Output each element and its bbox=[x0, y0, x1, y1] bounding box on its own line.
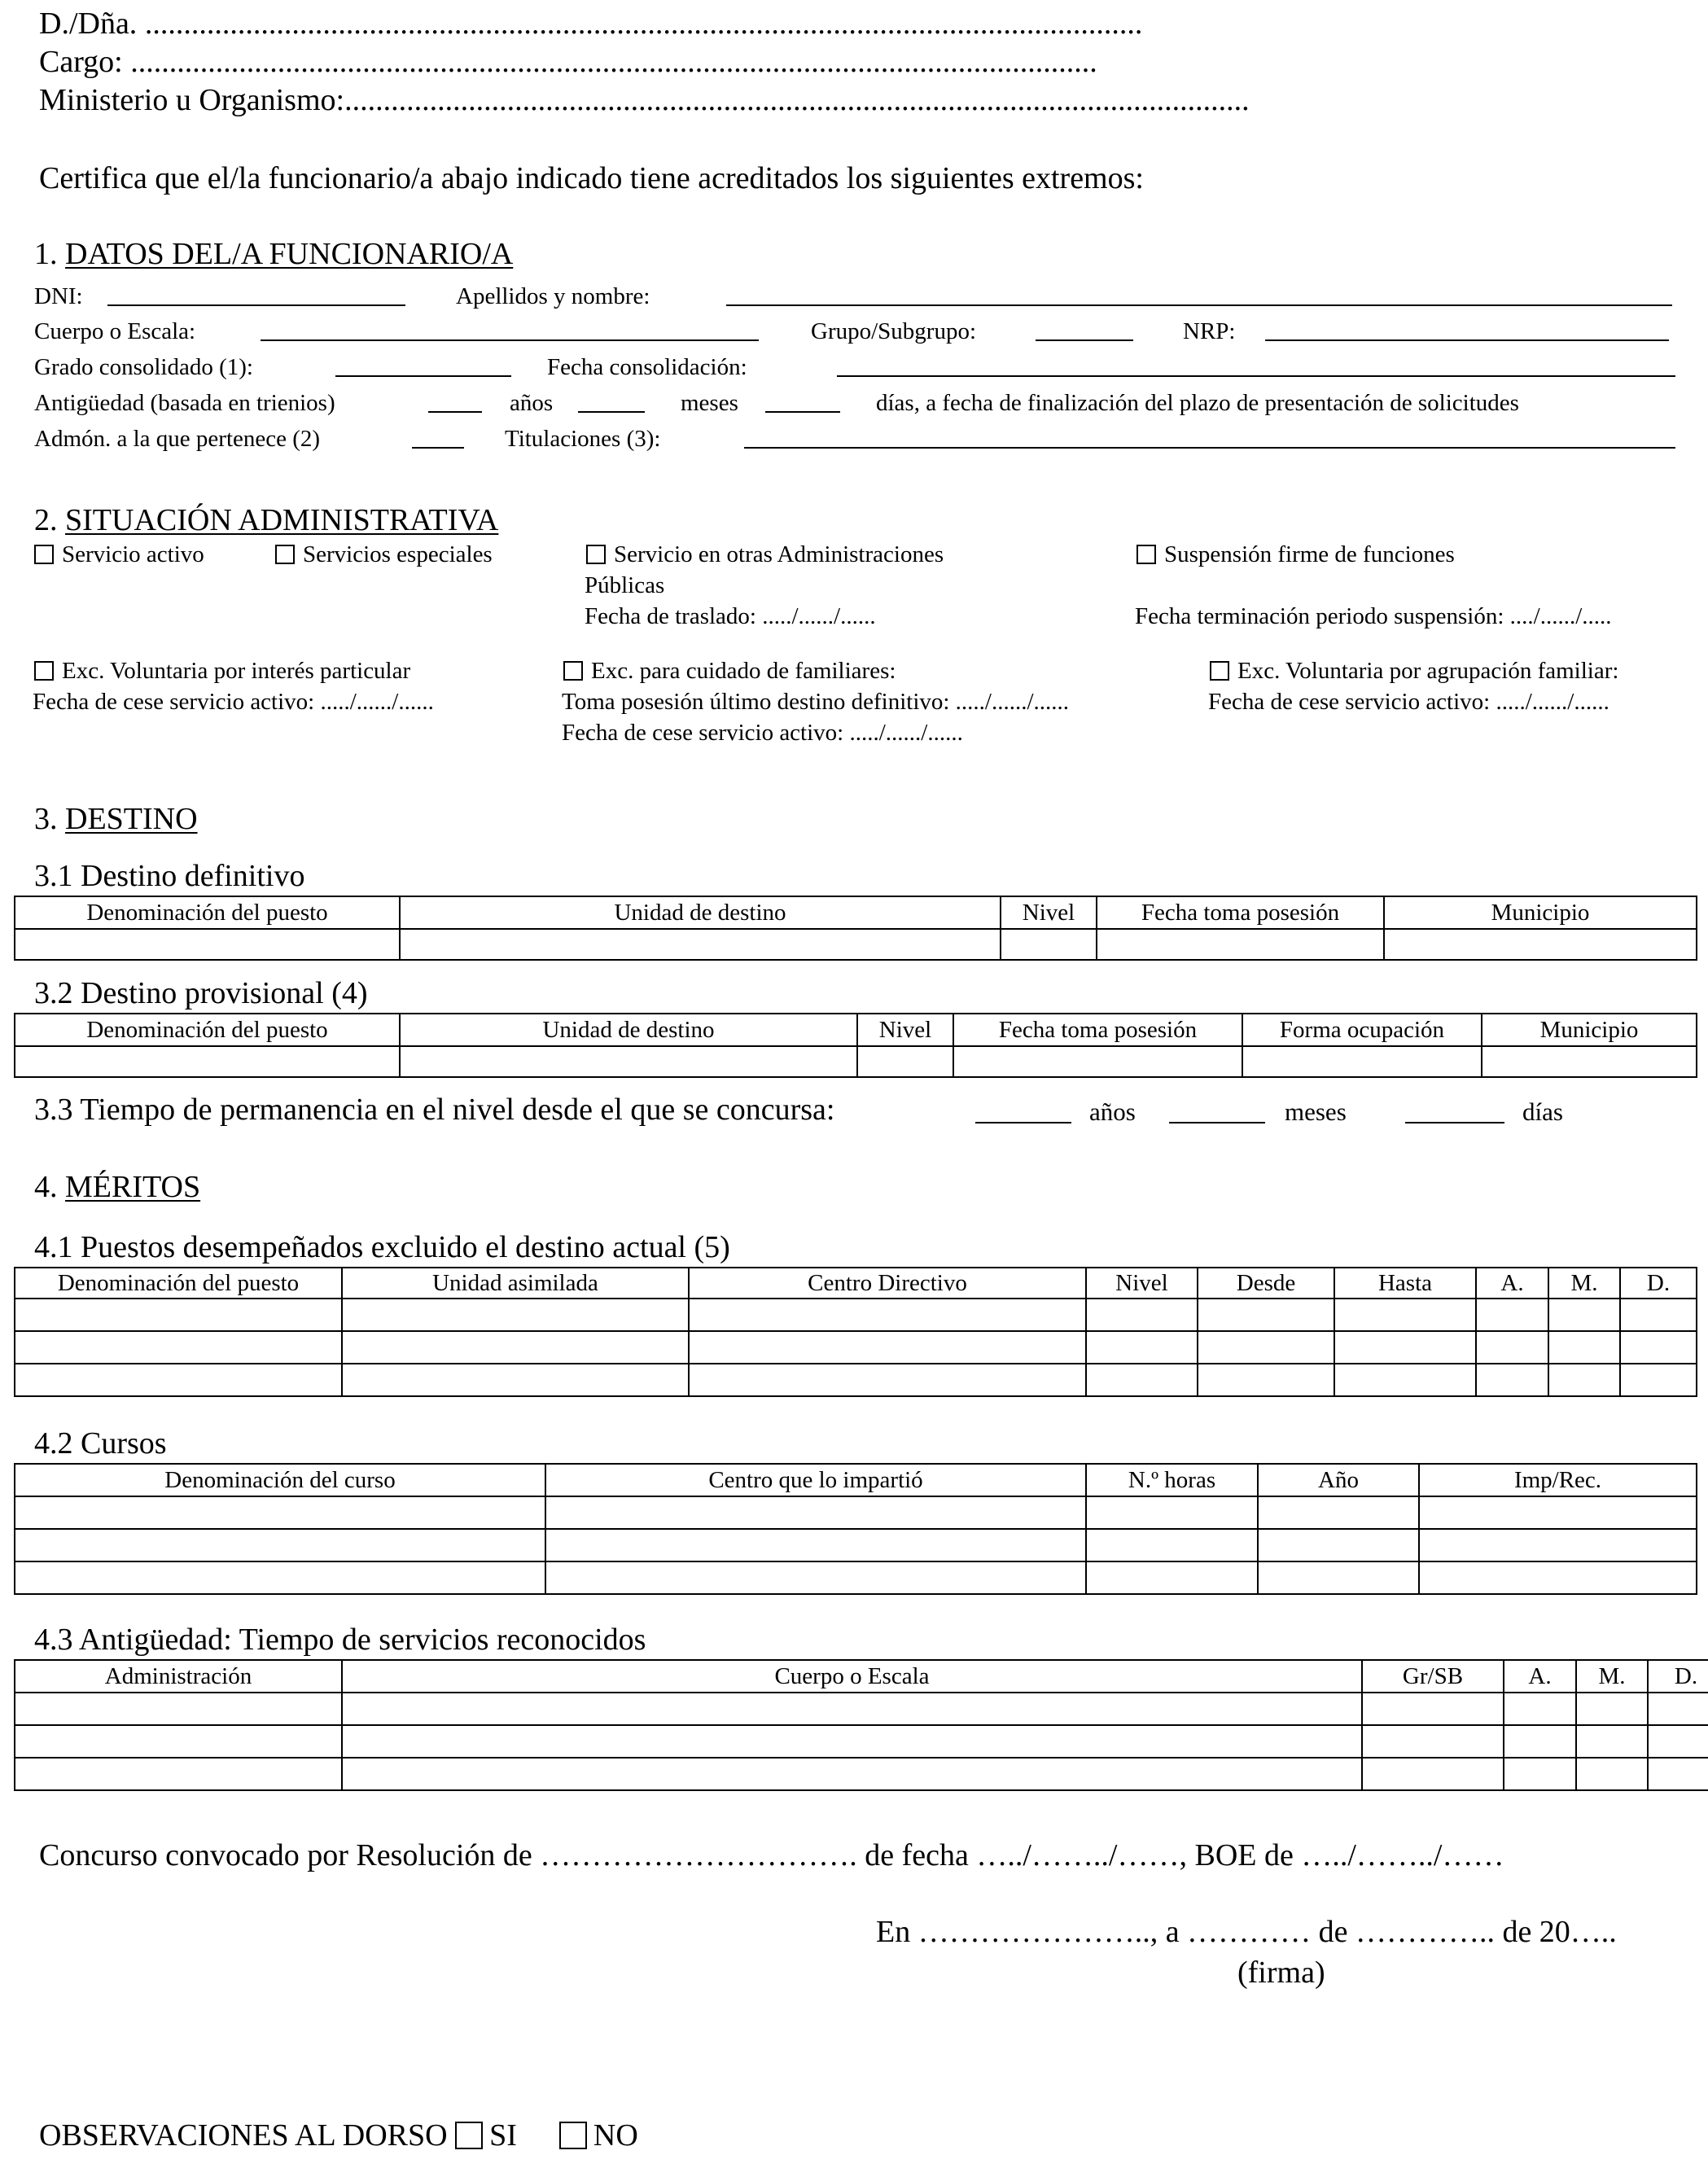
table-cell[interactable] bbox=[1548, 1364, 1620, 1396]
grupo-field[interactable] bbox=[1036, 339, 1133, 341]
toma-posesion[interactable]: Toma posesión último destino definitivo: ...../....../...... bbox=[562, 689, 1070, 715]
column-header: Nivel bbox=[857, 1014, 953, 1046]
column-header: N.º horas bbox=[1086, 1464, 1258, 1496]
table-cell[interactable] bbox=[15, 1299, 342, 1331]
table-cell[interactable] bbox=[1548, 1299, 1620, 1331]
observaciones-si-label: SI bbox=[489, 2118, 517, 2153]
permanencia-dias-label: días bbox=[1522, 1097, 1563, 1126]
servicio-otras-checkbox[interactable] bbox=[586, 545, 606, 564]
permanencia-meses-field[interactable] bbox=[1169, 1122, 1265, 1123]
fecha-terminacion[interactable]: Fecha terminación periodo suspensión: ..../....../..... bbox=[1135, 603, 1612, 629]
table-cell[interactable] bbox=[1620, 1331, 1697, 1364]
ministerio-row[interactable] bbox=[39, 85, 1250, 116]
fecha-traslado[interactable]: Fecha de traslado: ...../....../...... bbox=[585, 603, 876, 629]
column-header: A. bbox=[1504, 1660, 1576, 1693]
column-header: Denominación del puesto bbox=[15, 1268, 342, 1299]
table-cell[interactable] bbox=[1086, 1529, 1258, 1561]
servicio-otras-label-2: Públicas bbox=[585, 572, 665, 598]
suspension-label: Suspensión firme de funciones bbox=[1164, 541, 1455, 567]
table-header-row bbox=[15, 1660, 1708, 1693]
column-header: Unidad de destino bbox=[400, 1014, 857, 1046]
dona-dots[interactable]: ................................................................................................................................. bbox=[137, 7, 1143, 41]
cargo-row[interactable] bbox=[39, 46, 1097, 77]
table-cell[interactable] bbox=[1242, 1046, 1482, 1077]
table-cell[interactable] bbox=[545, 1496, 1086, 1529]
fecha-cese-2[interactable]: Fecha de cese servicio activo: ...../....../...... bbox=[562, 720, 963, 746]
destino-provisional-table bbox=[14, 1013, 1697, 1078]
cuerpo-field[interactable] bbox=[261, 339, 759, 341]
table-cell[interactable] bbox=[1097, 929, 1384, 960]
column-header: Nivel bbox=[1001, 896, 1097, 929]
destino-definitivo-table bbox=[14, 896, 1697, 961]
column-header: Año bbox=[1258, 1464, 1419, 1496]
certifica-text: Certifica que el/la funcionario/a abajo indicado tiene acreditados los siguientes extremos: bbox=[39, 161, 1144, 195]
servicios-especiales-option[interactable] bbox=[275, 543, 493, 567]
table-cell[interactable] bbox=[1504, 1758, 1576, 1790]
table-row bbox=[15, 1693, 1708, 1725]
table-cell[interactable] bbox=[1086, 1331, 1198, 1364]
fecha-cese-1[interactable]: Fecha de cese servicio activo: ...../....../...... bbox=[33, 689, 434, 715]
destino-provisional-heading: 3.2 Destino provisional (4) bbox=[34, 976, 368, 1010]
antiguedad-anos-field[interactable] bbox=[428, 411, 482, 413]
table-cell[interactable] bbox=[15, 1725, 342, 1758]
nrp-label: NRP: bbox=[1183, 318, 1236, 344]
table-cell[interactable] bbox=[15, 1364, 342, 1396]
grupo-label: Grupo/Subgrupo: bbox=[811, 318, 976, 344]
suspension-option[interactable] bbox=[1136, 543, 1455, 567]
column-header: M. bbox=[1548, 1268, 1620, 1299]
section-4-heading bbox=[34, 1172, 200, 1202]
table-cell[interactable] bbox=[342, 1299, 689, 1331]
cursos-heading: 4.2 Cursos bbox=[34, 1426, 167, 1461]
table-cell[interactable] bbox=[1476, 1331, 1548, 1364]
table-cell[interactable] bbox=[689, 1331, 1086, 1364]
permanencia-dias-field[interactable] bbox=[1405, 1122, 1504, 1123]
observaciones-no-label: NO bbox=[593, 2118, 638, 2153]
table-row bbox=[15, 929, 1697, 960]
table-cell[interactable] bbox=[689, 1364, 1086, 1396]
table-row bbox=[15, 1364, 1697, 1396]
table-cell[interactable] bbox=[15, 1496, 545, 1529]
table-cell[interactable] bbox=[1258, 1496, 1419, 1529]
exc-cuidado-option[interactable] bbox=[563, 659, 896, 683]
permanencia-anos-field[interactable] bbox=[975, 1122, 1071, 1123]
suspension-checkbox[interactable] bbox=[1136, 545, 1156, 564]
table-cell[interactable] bbox=[1258, 1529, 1419, 1561]
observaciones-no-checkbox[interactable] bbox=[559, 2122, 587, 2149]
table-cell[interactable] bbox=[1334, 1331, 1476, 1364]
table-cell[interactable] bbox=[545, 1529, 1086, 1561]
section-4-number: 4. bbox=[34, 1170, 58, 1204]
table-cell[interactable] bbox=[1476, 1299, 1548, 1331]
section-1-heading bbox=[34, 239, 513, 269]
table-row bbox=[15, 1496, 1697, 1529]
table-row bbox=[15, 1046, 1697, 1077]
table-cell[interactable] bbox=[1334, 1364, 1476, 1396]
observaciones-label: OBSERVACIONES AL DORSO bbox=[39, 2118, 448, 2153]
ministerio-dots[interactable]: ..................................................................................................................... bbox=[344, 83, 1250, 117]
table-cell[interactable] bbox=[1198, 1364, 1334, 1396]
table-cell[interactable] bbox=[400, 1046, 857, 1077]
antiguedad-table bbox=[14, 1659, 1708, 1791]
grado-label: Grado consolidado (1): bbox=[34, 354, 253, 380]
column-header: Gr/SB bbox=[1362, 1660, 1504, 1693]
antiguedad-dias-field[interactable] bbox=[765, 411, 840, 413]
table-cell[interactable] bbox=[953, 1046, 1242, 1077]
column-header: Hasta bbox=[1334, 1268, 1476, 1299]
cargo-label: Cargo: bbox=[39, 45, 123, 79]
column-header: Fecha toma posesión bbox=[1097, 896, 1384, 929]
column-header: Fecha toma posesión bbox=[953, 1014, 1242, 1046]
table-cell[interactable] bbox=[342, 1331, 689, 1364]
table-row bbox=[15, 1758, 1708, 1790]
column-header: Denominación del puesto bbox=[15, 896, 400, 929]
exc-voluntaria-option[interactable] bbox=[34, 659, 410, 683]
column-header: Denominación del puesto bbox=[15, 1014, 400, 1046]
table-cell[interactable] bbox=[15, 1046, 400, 1077]
servicios-especiales-checkbox[interactable] bbox=[275, 545, 295, 564]
table-cell[interactable] bbox=[1482, 1046, 1697, 1077]
column-header: A. bbox=[1476, 1268, 1548, 1299]
table-cell[interactable] bbox=[1086, 1364, 1198, 1396]
servicio-otras-label: Servicio en otras Administraciones bbox=[614, 541, 944, 567]
table-cell[interactable] bbox=[1419, 1496, 1697, 1529]
table-cell[interactable] bbox=[1419, 1561, 1697, 1594]
column-header: Unidad asimilada bbox=[342, 1268, 689, 1299]
table-cell[interactable] bbox=[400, 929, 1001, 960]
grado-field[interactable] bbox=[335, 375, 511, 377]
table-cell[interactable] bbox=[1001, 929, 1097, 960]
table-header-row bbox=[15, 1464, 1697, 1496]
dni-field[interactable] bbox=[107, 304, 405, 306]
dona-label: D./Dña. bbox=[39, 7, 138, 41]
permanencia-meses-label: meses bbox=[1285, 1097, 1347, 1126]
observaciones-row bbox=[39, 2120, 638, 2151]
section-2-number: 2. bbox=[34, 503, 58, 537]
section-3-heading bbox=[34, 804, 198, 834]
lugar-fecha-line[interactable]: En ………………….., a ………… de ………….. de 20….. bbox=[876, 1915, 1617, 1949]
exc-cuidado-checkbox[interactable] bbox=[563, 661, 583, 681]
exc-agrupacion-label: Exc. Voluntaria por agrupación familiar: bbox=[1237, 658, 1619, 684]
fecha-consolidacion-label: Fecha consolidación: bbox=[547, 354, 747, 380]
table-cell[interactable] bbox=[1476, 1364, 1548, 1396]
firma-label: (firma) bbox=[1237, 1956, 1325, 1990]
table-cell[interactable] bbox=[1419, 1529, 1697, 1561]
column-header: Centro que lo impartió bbox=[545, 1464, 1086, 1496]
permanencia-anos-label: años bbox=[1089, 1097, 1136, 1126]
table-cell[interactable] bbox=[1504, 1725, 1576, 1758]
nrp-field[interactable] bbox=[1265, 339, 1669, 341]
concurso-line[interactable]: Concurso convocado por Resolución de …………………………. de fecha …../……../……, BOE de …../……../…… bbox=[39, 1838, 1504, 1872]
table-cell[interactable] bbox=[1548, 1331, 1620, 1364]
column-header: Forma ocupación bbox=[1242, 1014, 1482, 1046]
table-cell[interactable] bbox=[1086, 1299, 1198, 1331]
table-row bbox=[15, 1299, 1697, 1331]
titulaciones-label: Titulaciones (3): bbox=[505, 426, 661, 452]
table-cell[interactable] bbox=[1198, 1331, 1334, 1364]
antiguedad-meses-label: meses bbox=[681, 390, 738, 416]
table-cell[interactable] bbox=[1198, 1299, 1334, 1331]
puestos-heading: 4.1 Puestos desempeñados excluido el destino actual (5) bbox=[34, 1230, 730, 1264]
table-cell[interactable] bbox=[342, 1758, 1362, 1790]
servicio-activo-label: Servicio activo bbox=[62, 541, 204, 567]
dni-label: DNI: bbox=[34, 283, 83, 309]
column-header: Municipio bbox=[1482, 1014, 1697, 1046]
column-header: D. bbox=[1648, 1660, 1708, 1693]
admon-field[interactable] bbox=[412, 447, 464, 449]
table-row bbox=[15, 1529, 1697, 1561]
section-2-heading bbox=[34, 505, 498, 536]
apellidos-label: Apellidos y nombre: bbox=[456, 283, 650, 309]
section-1-title: DATOS DEL/A FUNCIONARIO/A bbox=[65, 237, 514, 271]
section-1-number: 1. bbox=[34, 237, 58, 271]
table-cell[interactable] bbox=[1648, 1725, 1708, 1758]
table-row bbox=[15, 1561, 1697, 1594]
table-cell[interactable] bbox=[1620, 1299, 1697, 1331]
table-cell[interactable] bbox=[15, 929, 400, 960]
servicio-activo-option[interactable] bbox=[34, 543, 204, 567]
table-cell[interactable] bbox=[1086, 1496, 1258, 1529]
table-cell[interactable] bbox=[689, 1299, 1086, 1331]
antiguedad-meses-field[interactable] bbox=[578, 411, 645, 413]
table-cell[interactable] bbox=[1362, 1693, 1504, 1725]
table-cell[interactable] bbox=[857, 1046, 953, 1077]
antiguedad-anos-label: años bbox=[510, 390, 554, 416]
column-header: Cuerpo o Escala bbox=[342, 1660, 1362, 1693]
section-2-title: SITUACIÓN ADMINISTRATIVA bbox=[65, 503, 499, 537]
table-cell[interactable] bbox=[1576, 1725, 1648, 1758]
antiguedad-label: Antigüedad (basada en trienios) bbox=[34, 390, 335, 416]
fecha-cese-3[interactable]: Fecha de cese servicio activo: ...../....../...... bbox=[1208, 689, 1609, 715]
table-cell[interactable] bbox=[1504, 1693, 1576, 1725]
column-header: Unidad de destino bbox=[400, 896, 1001, 929]
column-header: Nivel bbox=[1086, 1268, 1198, 1299]
section-4-title: MÉRITOS bbox=[65, 1170, 201, 1204]
table-cell[interactable] bbox=[1620, 1364, 1697, 1396]
column-header: Centro Directivo bbox=[689, 1268, 1086, 1299]
table-cell[interactable] bbox=[15, 1331, 342, 1364]
observaciones-si-checkbox[interactable] bbox=[455, 2122, 483, 2149]
admon-label: Admón. a la que pertenece (2) bbox=[34, 426, 321, 452]
column-header: M. bbox=[1576, 1660, 1648, 1693]
exc-agrupacion-option[interactable] bbox=[1210, 659, 1618, 683]
table-cell[interactable] bbox=[342, 1725, 1362, 1758]
column-header: Municipio bbox=[1384, 896, 1697, 929]
antiguedad-servicios-heading: 4.3 Antigüedad: Tiempo de servicios reconocidos bbox=[34, 1623, 646, 1657]
table-header-row bbox=[15, 1268, 1697, 1299]
exc-voluntaria-label: Exc. Voluntaria por interés particular bbox=[62, 658, 411, 684]
ministerio-label: Ministerio u Organismo: bbox=[39, 83, 345, 117]
table-cell[interactable] bbox=[1258, 1561, 1419, 1594]
table-cell[interactable] bbox=[15, 1758, 342, 1790]
table-cell[interactable] bbox=[1362, 1725, 1504, 1758]
table-cell[interactable] bbox=[545, 1561, 1086, 1594]
table-row bbox=[15, 1331, 1697, 1364]
column-header: Denominación del curso bbox=[15, 1464, 545, 1496]
column-header: D. bbox=[1620, 1268, 1697, 1299]
table-cell[interactable] bbox=[1086, 1561, 1258, 1594]
servicio-activo-checkbox[interactable] bbox=[34, 545, 54, 564]
fecha-consolidacion-field[interactable] bbox=[837, 375, 1675, 377]
table-cell[interactable] bbox=[1576, 1693, 1648, 1725]
column-header: Desde bbox=[1198, 1268, 1334, 1299]
table-cell[interactable] bbox=[342, 1693, 1362, 1725]
table-row bbox=[15, 1725, 1708, 1758]
section-3-title: DESTINO bbox=[65, 802, 198, 836]
antiguedad-dias-text: días, a fecha de finalización del plazo de presentación de solicitudes bbox=[876, 390, 1519, 416]
titulaciones-field[interactable] bbox=[744, 447, 1675, 449]
cursos-table bbox=[14, 1463, 1697, 1595]
table-cell[interactable] bbox=[15, 1693, 342, 1725]
servicios-especiales-label: Servicios especiales bbox=[303, 541, 493, 567]
table-cell[interactable] bbox=[1384, 929, 1697, 960]
table-cell[interactable] bbox=[15, 1561, 545, 1594]
exc-agrupacion-checkbox[interactable] bbox=[1210, 661, 1229, 681]
cargo-dots[interactable]: ............................................................................................................................. bbox=[122, 45, 1097, 79]
servicio-otras-option[interactable] bbox=[586, 543, 944, 567]
table-cell[interactable] bbox=[1648, 1758, 1708, 1790]
table-cell[interactable] bbox=[1576, 1758, 1648, 1790]
exc-cuidado-label: Exc. para cuidado de familiares: bbox=[591, 658, 896, 684]
table-header-row bbox=[15, 1014, 1697, 1046]
destino-definitivo-heading: 3.1 Destino definitivo bbox=[34, 859, 305, 893]
puestos-table bbox=[14, 1267, 1697, 1397]
exc-voluntaria-checkbox[interactable] bbox=[34, 661, 54, 681]
table-cell[interactable] bbox=[15, 1529, 545, 1561]
apellidos-field[interactable] bbox=[726, 304, 1672, 306]
cuerpo-label: Cuerpo o Escala: bbox=[34, 318, 196, 344]
table-header-row bbox=[15, 896, 1697, 929]
section-3-number: 3. bbox=[34, 802, 58, 836]
column-header: Administración bbox=[15, 1660, 342, 1693]
permanencia-label: 3.3 Tiempo de permanencia en el nivel desde el que se concursa: bbox=[34, 1093, 835, 1127]
table-cell[interactable] bbox=[1334, 1299, 1476, 1331]
dona-row[interactable] bbox=[39, 8, 1142, 39]
table-cell[interactable] bbox=[1648, 1693, 1708, 1725]
table-cell[interactable] bbox=[1362, 1758, 1504, 1790]
column-header: Imp/Rec. bbox=[1419, 1464, 1697, 1496]
table-cell[interactable] bbox=[342, 1364, 689, 1396]
